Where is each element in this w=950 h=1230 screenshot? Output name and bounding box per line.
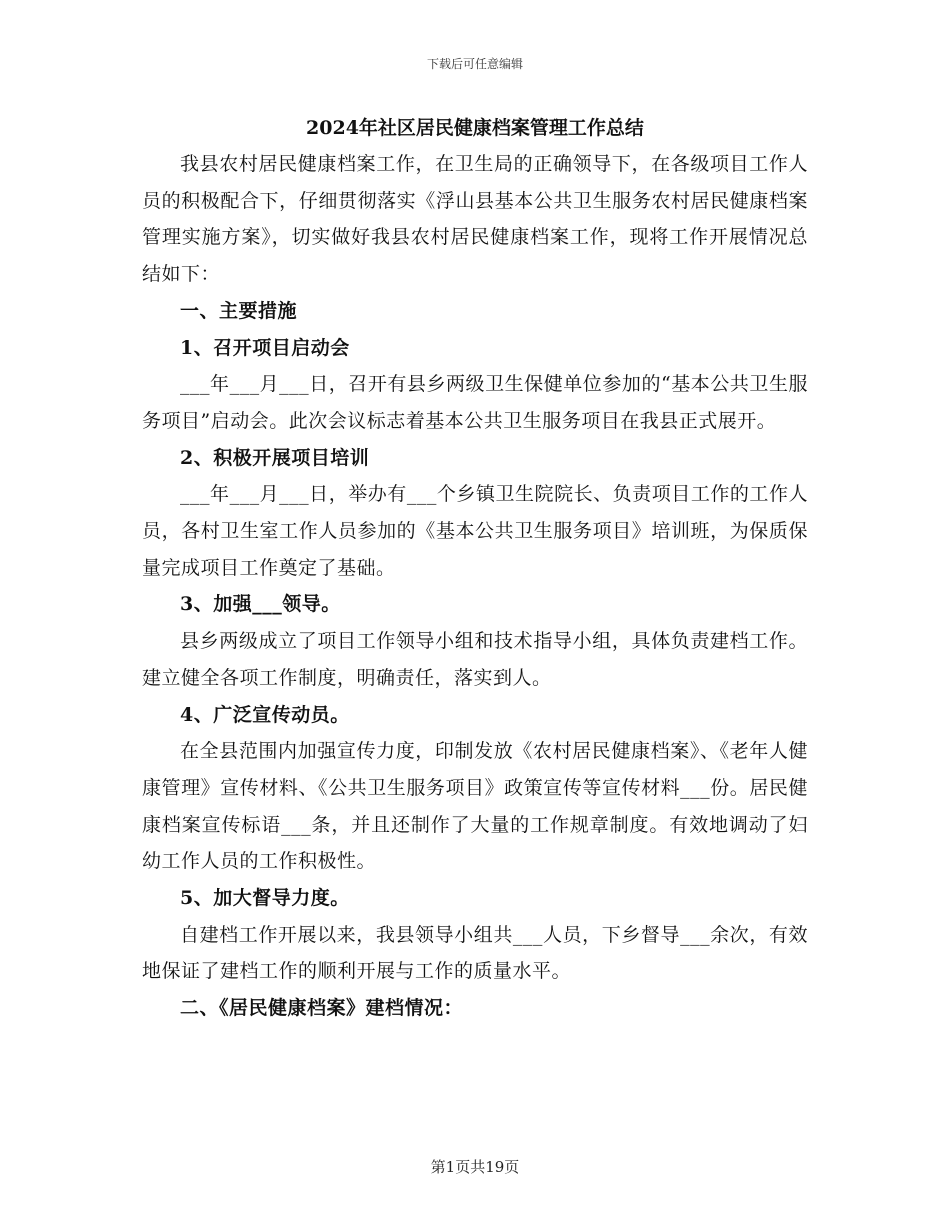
paragraph-2: ___年___月___日，举办有___个乡镇卫生院院长、负责项目工作的工作人员，各村卫生室工作人员参加的《基本公共卫生服务项目》培训班，为保质保量完成项目工作奠定了基础。 xyxy=(142,483,808,579)
subheading-2: 2、积极开展项目培训 xyxy=(180,446,370,469)
paragraph-4: 在全县范围内加强宣传力度，印制发放《农村居民健康档案》、《老年人健康管理》宣传材料、《公共卫生服务项目》政策宣传等宣传材料___份。居民健康档案宣传标语___条，并且还制作了大量的工作规章制度。有效地调动了妇幼工作人员的工作积极性。 xyxy=(142,740,808,873)
subheading-1: 1、召开项目启动会 xyxy=(180,336,350,359)
section-heading-measures: 一、主要措施 xyxy=(180,299,298,322)
header-note: 下载后可任意编辑 xyxy=(426,57,523,71)
document-body xyxy=(142,110,808,1027)
paragraph-3: 县乡两级成立了项目工作领导小组和技术指导小组，具体负责建档工作。建立健全各项工作制度，明确责任，落实到人。 xyxy=(142,630,808,689)
page-footer: 第1页共19页 xyxy=(430,1158,520,1176)
section-heading-archives: 二、《居民健康档案》建档情况： xyxy=(180,997,464,1020)
subheading-5: 5、加大督导力度。 xyxy=(180,887,350,910)
intro-paragraph: 我县农村居民健康档案工作，在卫生局的正确领导下，在各级项目工作人员的积极配合下，仔细贯彻落实《浮山县基本公共卫生服务农村居民健康档案管理实施方案》，切实做好我县农村居民健康档案工作，现将工作开展情况总结如下： xyxy=(142,153,808,286)
subheading-3: 3、加强___领导。 xyxy=(180,593,341,616)
paragraph-1: ___年___月___日，召开有县乡两级卫生保健单位参加的“基本公共卫生服务项目”启动会。此次会议标志着基本公共卫生服务项目在我县正式展开。 xyxy=(142,373,808,432)
paragraph-5: 自建档工作开展以来，我县领导小组共___人员，下乡督导___余次，有效地保证了建档工作的顺利开展与工作的质量水平。 xyxy=(142,923,808,983)
subheading-4: 4、广泛宣传动员。 xyxy=(180,703,350,726)
document-title: 2024年社区居民健康档案管理工作总结 xyxy=(306,117,644,139)
